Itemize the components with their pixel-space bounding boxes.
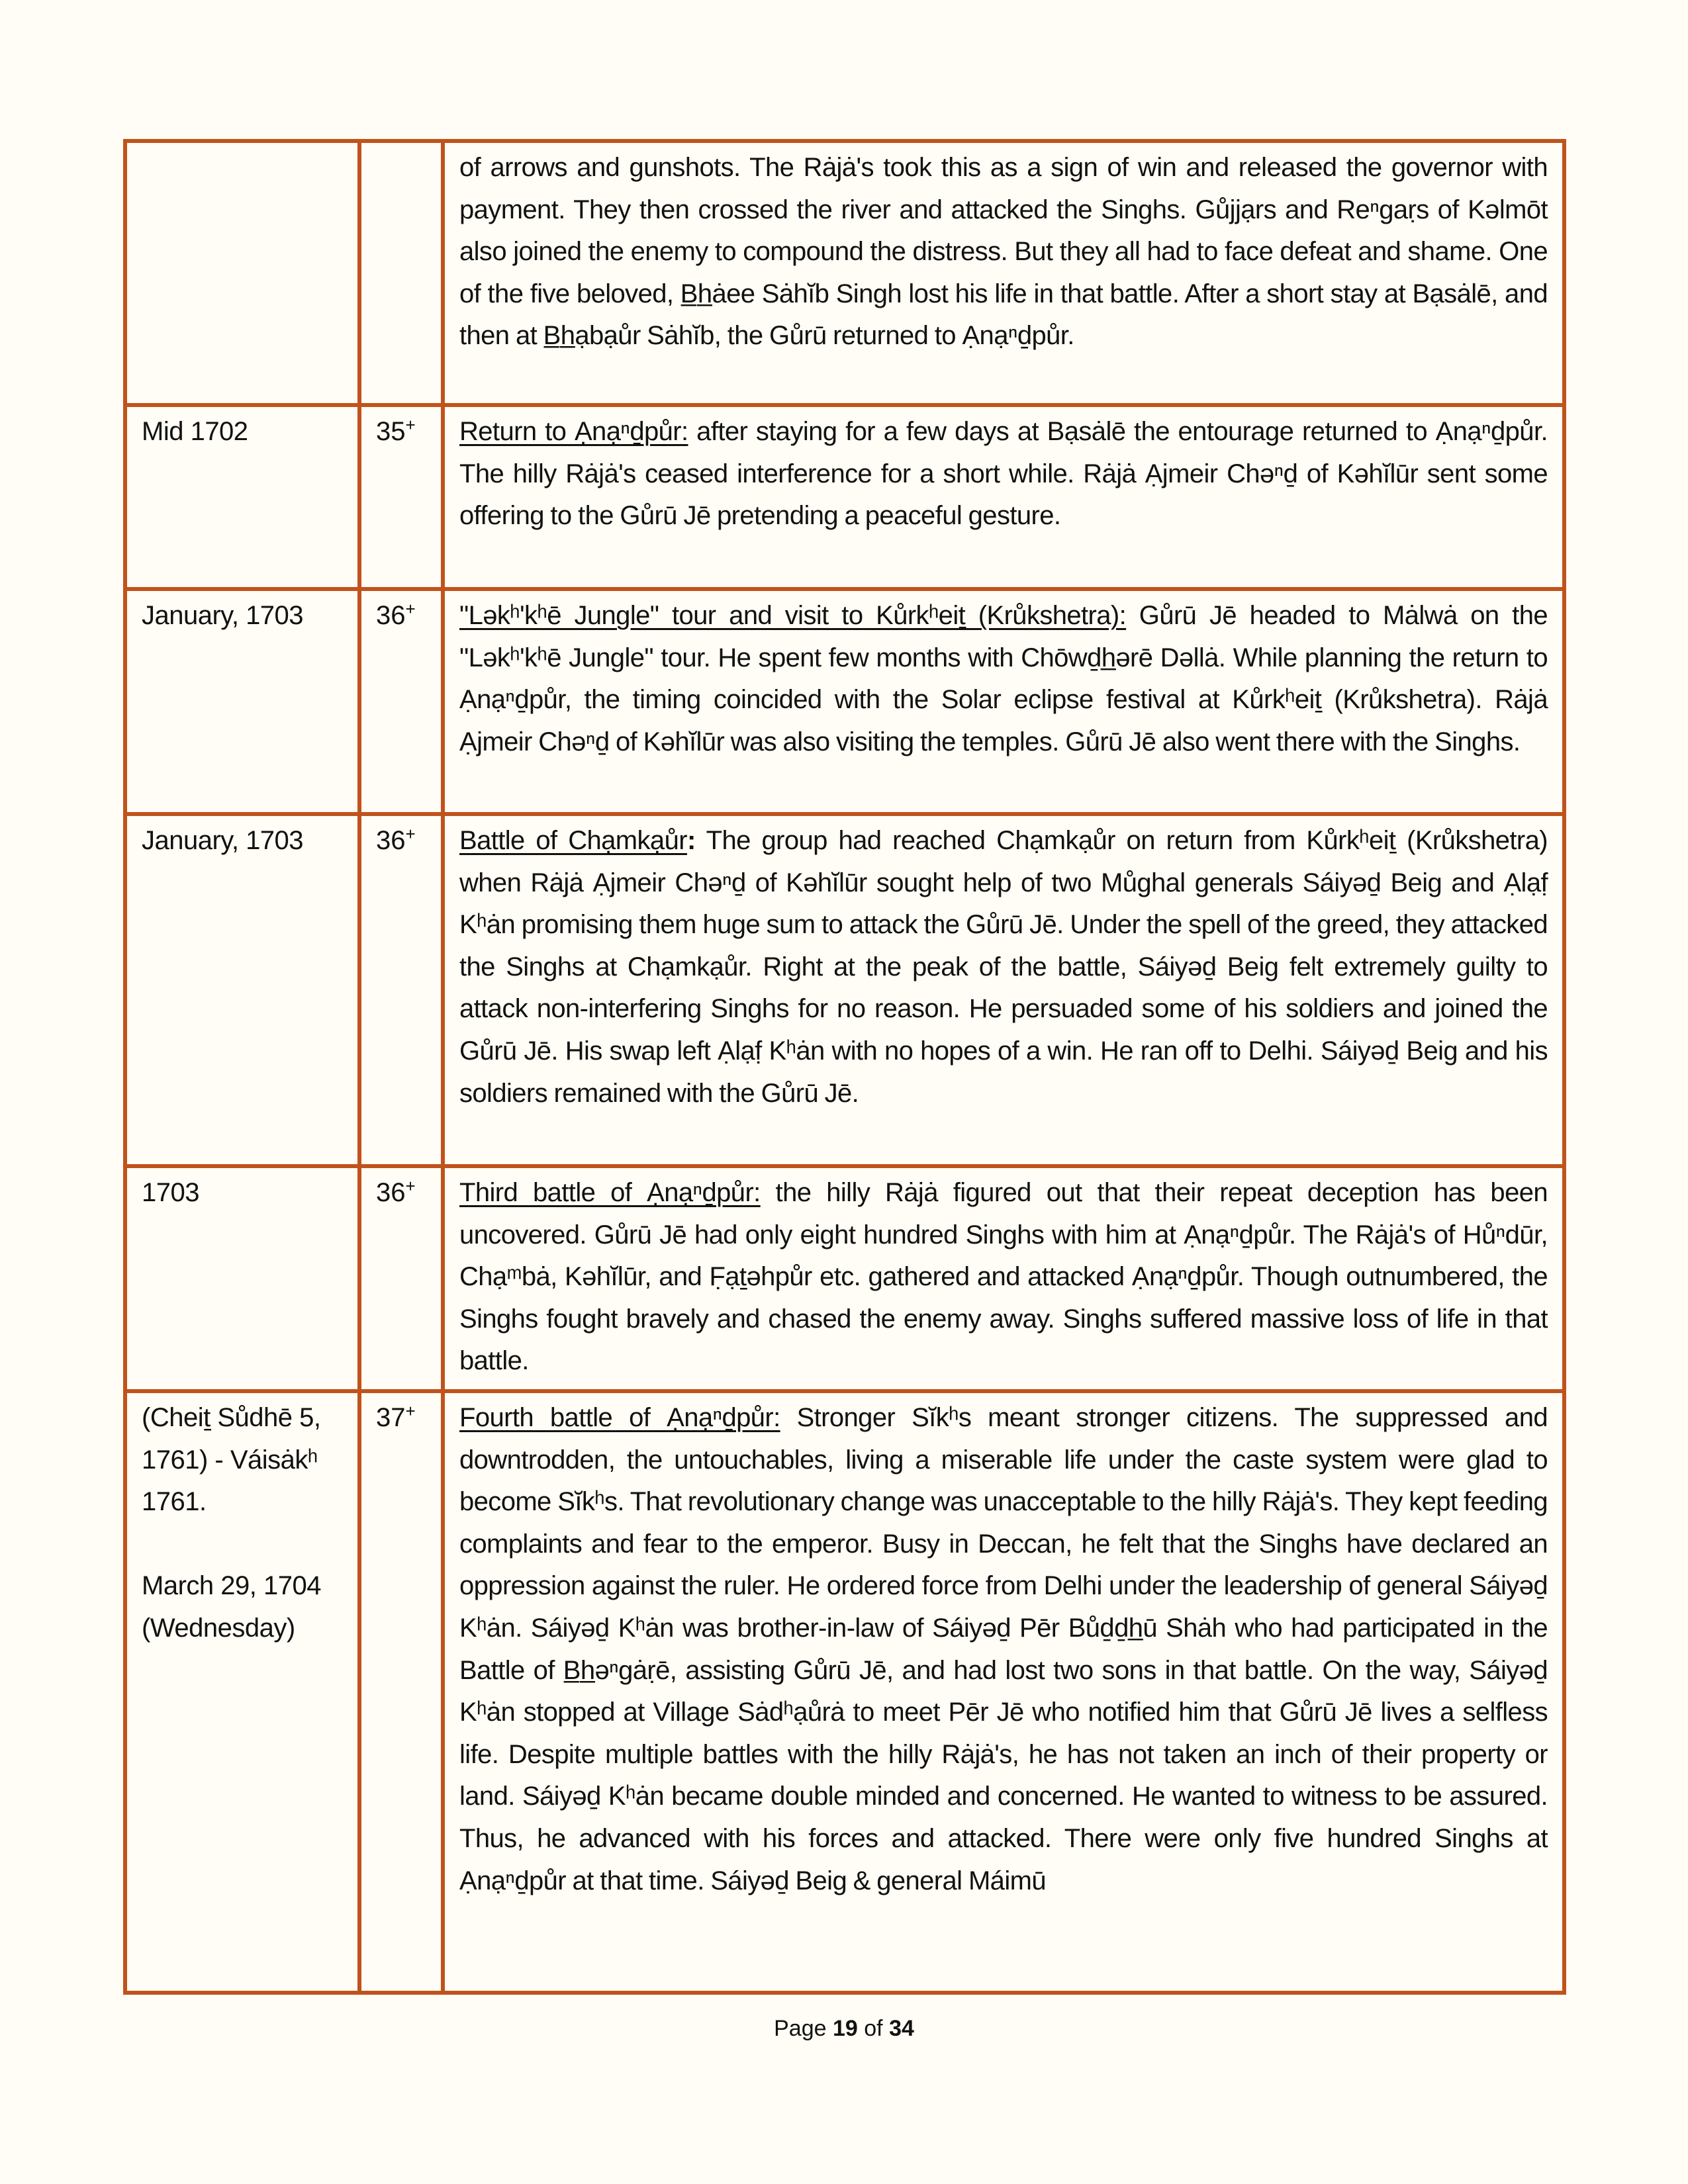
event-body: Stronger Sĭkʰs meant stronger citizens. The suppressed and downtrodden, the untouchables, living a miserable life under the caste system were glad to become Sĭkʰs. That revolutionary change was unacceptable to the hilly Rȧjȧ's. They kept feeding complaints and fear to the emperor. Busy in Deccan, he felt that the Singhs have declared an oppression against the ruler. He ordered force from Delhi under the leadership of general Sáiyəḏ Kʰȧn. Sáiyəḏ Kʰȧn was brother-in-law of Sáiyəḏ Pēr Bůḏḏh̲ū Shȧh who had participated in the Battle of B̲h̲əⁿgȧṛē, assisting Gůrū Jē, and had lost two sons in that battle. On the way, Sáiyəḏ Kʰȧn stopped at Village Sȧdʰạůrȧ to meet Pēr Jē who notified him that Gůrū Jē lives a selfless life. Despite multiple battles with the hilly Rȧjȧ's, he has not taken an inch of their property or land. Sáiyəḏ Kʰȧn became double minded and concerned. He wanted to witness to be assured. Thus, he advanced with his forces and attacked. There were only five hundred Singhs at Ạnạⁿḏpůr at that time. Sáiyəḏ Beig & general Máimū: [459, 1402, 1548, 1895]
table-row: [125, 141, 1564, 405]
table-row: [125, 1391, 1564, 1993]
event-cell: [443, 1391, 1564, 1993]
age-cell: [359, 141, 443, 405]
age-cell: [359, 589, 443, 814]
event-body: The group had reached Chạmkạůr on return from Kůrkʰeiṯ (Krůkshetra) when Rȧjȧ Ạjmeir Chəⁿḏ of Kəhĭlūr sought help of two Můghal generals Sáiyəḏ Beig and Ạlạf̣ Kʰȧn promising them huge sum to attack the Gůrū Jē. Under the spell of the greed, they attacked the Singhs at Chạmkạůr. Right at the peak of the battle, Sáiyəḏ Beig felt extremely guilty to attack non-interfering Singhs for no reason. He persuaded some of his soldiers and joined the Gůrū Jē. His swap left Ạlạf̣ Kʰȧn with no hopes of a win. He ran off to Delhi. Sáiyəḏ Beig and his soldiers remained with the Gůrū Jē.: [459, 826, 1548, 1108]
event-heading: Fourth battle of Ạnạⁿḏpůr:: [459, 1402, 780, 1432]
date-cell: [125, 141, 359, 405]
event-body: of arrows and gunshots. The Rȧjȧ's took this as a sign of win and released the governor with payment. They then crossed the river and attacked the Singhs. Gůjjạrs and Reⁿgaṛs of Kəlmōt also joined the enemy to compound the distress. But they all had to face defeat and shame. One of the five beloved, B̲h̲ȧee Sȧhĭb Singh lost his life in that battle. After a short stay at Bạsȧlē, and then at B̲h̲ạbạůr Sȧhĭb, the Gůrū returned to Ạnạⁿḏpůr.: [459, 153, 1548, 351]
event-heading: "Ləkʰ'kʰē Jungle" tour and visit to Kůrkʰeiṯ (Krůkshetra):: [459, 601, 1127, 630]
event-body: Gůrū Jē headed to Mȧlwȧ on the "Ləkʰ'kʰē Jungle" tour. He spent few months with Chōwḏh̲ərē Dəllȧ. While planning the return to Ạnạⁿḏpůr, the timing coincided with the Solar eclipse festival at Kůrkʰeiṯ (Krůkshetra). Rȧjȧ Ạjmeir Chəⁿḏ of Kəhĭlūr was also visiting the temples. Gůrū Jē also went there with the Singhs.: [459, 601, 1548, 756]
total-pages-number: 34: [889, 2016, 914, 2041]
current-page-number: 19: [832, 2016, 858, 2041]
age-plus: +: [405, 824, 416, 844]
table-row: [125, 814, 1564, 1166]
age-value: 36: [376, 601, 406, 630]
event-heading: Third battle of Ạnạⁿḏpůr:: [459, 1178, 761, 1207]
age-value: 36: [376, 1178, 406, 1207]
date-cell: January, 1703: [125, 814, 359, 1166]
age-cell: [359, 1166, 443, 1391]
page-of-label: of: [864, 2016, 883, 2041]
table-row: [125, 405, 1564, 589]
age-value: 37: [376, 1402, 406, 1432]
age-value: 36: [376, 826, 406, 855]
event-cell: [443, 141, 1564, 405]
date-cell: Mid 1702: [125, 405, 359, 589]
page-footer: [0, 2016, 1688, 2042]
table-row: [125, 1166, 1564, 1391]
age-cell: [359, 405, 443, 589]
event-cell: [443, 405, 1564, 589]
age-cell: [359, 814, 443, 1166]
date-cell: January, 1703: [125, 589, 359, 814]
age-cell: [359, 1391, 443, 1993]
event-cell: [443, 589, 1564, 814]
page-label: Page: [774, 2016, 827, 2041]
event-body: after staying for a few days at Bạsȧlē the entourage returned to Ạnạⁿḏpůr. The hilly Rȧjȧ's ceased interference for a short while. Rȧjȧ Ạjmeir Chəⁿḏ of Kəhĭlūr sent some offering to the Gůrū Jē pretending a peaceful gesture.: [459, 417, 1548, 531]
event-cell: [443, 1166, 1564, 1391]
age-plus: +: [405, 599, 416, 619]
date-cell: 1703: [125, 1166, 359, 1391]
event-body: the hilly Rȧjȧ figured out that their repeat deception has been uncovered. Gůrū Jē had only eight hundred Singhs with him at Ạnạⁿḏpůr. The Rȧjȧ's of Hůⁿdūr, Chạᵐbȧ, Kəhĭlūr, and F̣ạṯəhpůr etc. gathered and attacked Ạnạⁿḏpůr. Though outnumbered, the Singhs fought bravely and chased the enemy away. Singhs suffered massive loss of life in that battle.: [459, 1178, 1548, 1376]
event-heading: Battle of Chạmkạůr: [459, 826, 687, 855]
age-plus: +: [405, 1176, 416, 1196]
age-plus: +: [405, 415, 416, 435]
table-row: [125, 589, 1564, 814]
age-value: 35: [376, 417, 406, 446]
event-heading: Return to Ạnạⁿḏpůr:: [459, 417, 688, 446]
timeline-table: [123, 139, 1566, 1995]
event-heading-colon: :: [686, 826, 696, 855]
age-plus: +: [405, 1400, 416, 1421]
event-cell: [443, 814, 1564, 1166]
date-cell: (Cheiṯ Sůdhē 5, 1761) - Váisȧkʰ 1761. March 29, 1704 (Wednesday): [125, 1391, 359, 1993]
